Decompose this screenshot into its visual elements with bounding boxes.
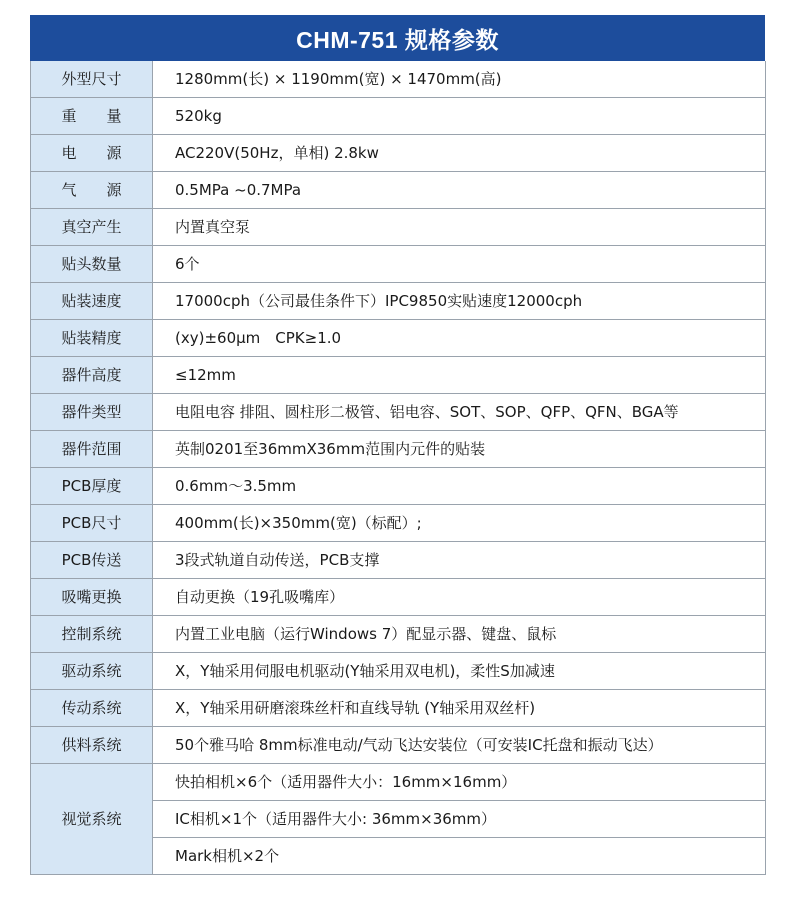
- spec-row: [31, 283, 766, 320]
- spec-row: [31, 616, 766, 653]
- spec-row: [31, 135, 766, 172]
- spec-value: 3段式轨道自动传送，PCB支撑: [153, 542, 766, 579]
- spec-row: [31, 98, 766, 135]
- spec-label: 器件范围: [31, 431, 153, 468]
- spec-row-vision: [31, 764, 766, 801]
- spec-value: 电阻电容 排阻、圆柱形二极管、铝电容、SOT、SOP、QFP、QFN、BGA等: [153, 394, 766, 431]
- spec-row: [31, 431, 766, 468]
- spec-value: X，Y轴采用研磨滚珠丝杆和直线导轨 (Y轴采用双丝杆): [153, 690, 766, 727]
- spec-value: (xy)±60μm CPK≥1.0: [153, 320, 766, 357]
- spec-label: 真空产生: [31, 209, 153, 246]
- spec-label: 吸嘴更换: [31, 579, 153, 616]
- spec-value: 50个雅马哈 8mm标准电动/气动飞达安装位（可安装IC托盘和振动飞达）: [153, 727, 766, 764]
- spec-value: 0.6mm～3.5mm: [153, 468, 766, 505]
- spec-row: [31, 394, 766, 431]
- spec-value: 内置工业电脑（运行Windows 7）配显示器、键盘、鼠标: [153, 616, 766, 653]
- spec-row: [31, 727, 766, 764]
- spec-label: 供料系统: [31, 727, 153, 764]
- spec-value: 6个: [153, 246, 766, 283]
- spec-row: [31, 209, 766, 246]
- spec-label: PCB传送: [31, 542, 153, 579]
- spec-row: [31, 579, 766, 616]
- spec-value-camera: Mark相机×2个: [153, 838, 766, 875]
- spec-row: [31, 61, 766, 98]
- spec-value: 英制0201至36mmX36mm范围内元件的贴装: [153, 431, 766, 468]
- spec-value: 内置真空泵: [153, 209, 766, 246]
- spec-label-vision-system: 视觉系统: [31, 764, 153, 875]
- spec-row: [31, 246, 766, 283]
- spec-value: 400mm(长)×350mm(宽)（标配）;: [153, 505, 766, 542]
- spec-value-camera: IC相机×1个（适用器件大小: 36mm×36mm）: [153, 801, 766, 838]
- spec-row: [31, 320, 766, 357]
- spec-row: [31, 468, 766, 505]
- spec-value: 17000cph（公司最佳条件下）IPC9850实贴速度12000cph: [153, 283, 766, 320]
- spec-title: CHM-751 规格参数: [30, 15, 765, 61]
- spec-value: 520kg: [153, 98, 766, 135]
- spec-label: 重 量: [31, 98, 153, 135]
- spec-table: [30, 61, 766, 875]
- spec-label: 贴装速度: [31, 283, 153, 320]
- spec-label: 传动系统: [31, 690, 153, 727]
- spec-row: [31, 172, 766, 209]
- spec-label: 器件高度: [31, 357, 153, 394]
- spec-value: 0.5MPa ~0.7MPa: [153, 172, 766, 209]
- spec-label: 外型尺寸: [31, 61, 153, 98]
- spec-table-body: [31, 61, 766, 875]
- spec-label: 电 源: [31, 135, 153, 172]
- spec-row: [31, 653, 766, 690]
- spec-sheet: [30, 15, 765, 875]
- spec-label: 控制系统: [31, 616, 153, 653]
- spec-value-camera: 快拍相机×6个（适用器件大小：16mm×16mm）: [153, 764, 766, 801]
- spec-label: 气 源: [31, 172, 153, 209]
- spec-label: 贴装精度: [31, 320, 153, 357]
- spec-value: 自动更换（19孔吸嘴库）: [153, 579, 766, 616]
- spec-label: 贴头数量: [31, 246, 153, 283]
- spec-label: 驱动系统: [31, 653, 153, 690]
- spec-label: PCB尺寸: [31, 505, 153, 542]
- spec-label: 器件类型: [31, 394, 153, 431]
- spec-value: X，Y轴采用伺服电机驱动(Y轴采用双电机)，柔性S加减速: [153, 653, 766, 690]
- spec-row: [31, 690, 766, 727]
- spec-value: ≤12mm: [153, 357, 766, 394]
- spec-row: [31, 357, 766, 394]
- spec-value: 1280mm(长) × 1190mm(宽) × 1470mm(高): [153, 61, 766, 98]
- spec-row: [31, 542, 766, 579]
- spec-row: [31, 505, 766, 542]
- spec-label: PCB厚度: [31, 468, 153, 505]
- spec-value: AC220V(50Hz，单相) 2.8kw: [153, 135, 766, 172]
